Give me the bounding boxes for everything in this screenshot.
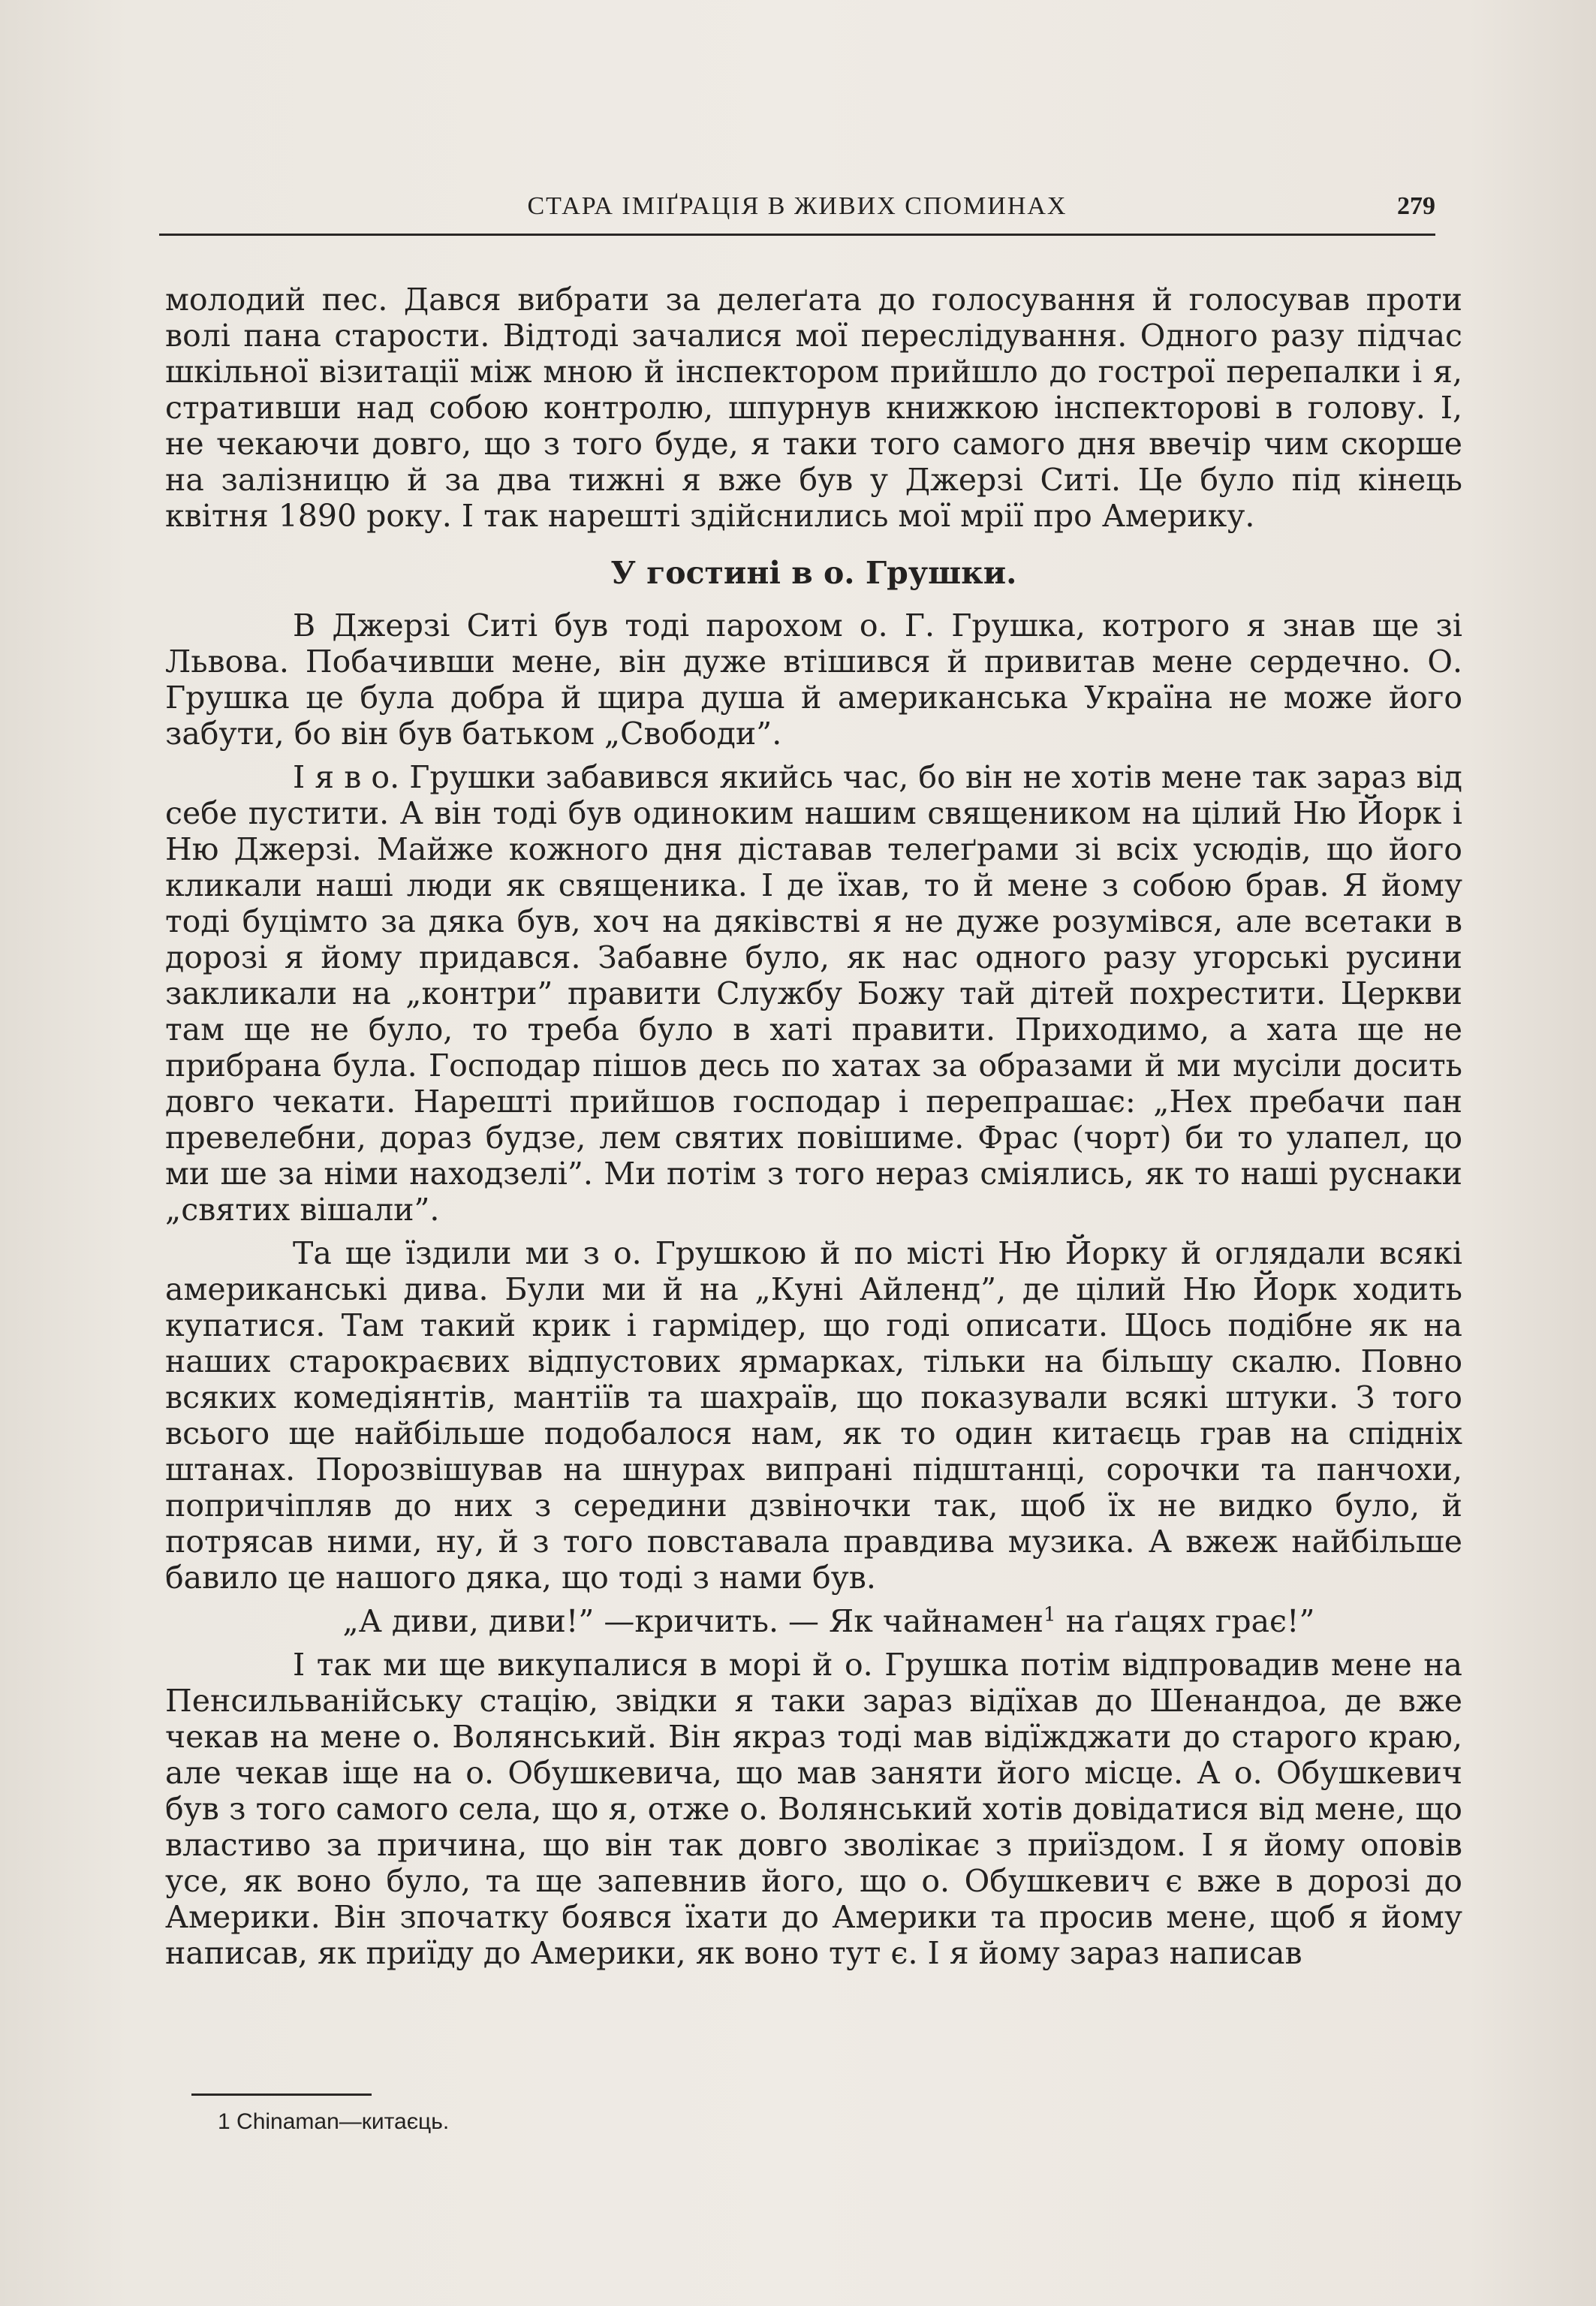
running-header (159, 188, 1435, 233)
footnote (218, 2109, 449, 2135)
body-text (165, 282, 1462, 1971)
footnote-text: Chinaman—китаєць. (236, 2109, 450, 2134)
footnote-reference: 1 (1043, 1603, 1056, 1626)
paragraph-3: І я в о. Грушки забавився якийсь час, бо він не хотів мене так зараз від себе пустити. А він тоді був одиноким нашим священиком на цілий Ню Йорк і Ню Джерзі. Майже кожного дня діставав телеґрами зі всіх усюдів, що його кликали наші люди як священика. І де їхав, то й мене з собою брав. Я йому тоді буцімто за дяка був, хоч на дяківстві я не дуже розумівся, але всетаки в дорозі я йому придався. Забавне було, як нас одного разу угорські русини закликали на „контри” правити Службу Божу тай дітей похрестити. Церкви там ще не було, то треба було в хаті правити. Приходимо, а хата ще не прибрана була. Господар пішов десь по хатах за образами й ми мусіли досить довго чекати. Нарешті прийшов господар і перепрашає: „Нех пребачи пан превелебни, дораз будзе, лем святих повішиме. Фрас (чорт) би то улапел, цо ми ше за німи находзелі”. Ми потім з того нераз сміялись, як то наші руснаки „святих вішали”. (165, 759, 1462, 1228)
footnote-marker: 1 (218, 2109, 230, 2134)
quote-text-end: на ґацях грає!” (1055, 1603, 1315, 1639)
paragraph-5: І так ми ще викупалися в морі й о. Грушка потім відпровадив мене на Пенсильванійську стацію, звідки я таки зараз відїхав до Шенандоа, де вже чекав на мене о. Волянський. Він якраз тоді мав відїжджати до старого краю, але чекав іще на о. Обушкевича, що мав заняти його місце. А о. Обушкевич був з того самого села, що я, отже о. Волянський хотів довідатися від мене, що властиво за причина, що він так довго зволікає з приїздом. І я йому оповів усе, як воно було, та ще запевнив його, що о. Обушкевич є вже в дорозі до Америки. Він зпочатку боявся їхати до Америки та просив мене, щоб я йому написав, як приїду до Америки, як воно тут є. І я йому зараз написав (165, 1647, 1462, 1971)
footnote-rule (191, 2093, 372, 2096)
paragraph-1: молодий пес. Дався вибрати за делеґата до голосування й голосував проти волі пана старости. Відтоді зачалися мої переслідування. Одного разу підчас шкільної візитації між мною й інспектором прийшло до гострої перепалки і я, стративши над собою контролю, шпурнув книжкою інспекторові в голову. І, не чекаючи довго, що з того буде, я таки того самого дня ввечір чим скорше на залізницю й за два тижні я вже був у Джерзі Ситі. Це було під кінець квітня 1890 року. І так нарешті здійснились мої мрії про Америку. (165, 282, 1462, 534)
section-heading: У гостині в о. Грушки. (610, 555, 1017, 591)
quote-line (165, 1603, 1462, 1639)
paragraph-4: Та ще їздили ми з о. Грушкою й по місті Ню Йорку й оглядали всякі американські дива. Були ми й на „Куні Айленд”, де цілий Ню Йорк ходить купатися. Там такий крик і гармідер, що годі описати. Щось подібне як на наших старокраєвих відпустових ярмарках, тільки на більшу скалю. Повно всяких комедіянтів, мантіїв та шахраїв, що показували всякі штуки. З того всього ще найбільше подобалося нам, як то один китаєць грав на спідніх штанах. Порозвішував на шнурах випрані підштанці, сорочки та панчохи, попричіпляв до них з середини дзвіночки так, щоб їх не видко було, й потрясав ними, ну, й з того повставала правдива музика. А вжеж найбільше бавило це нашого дяка, що тоді з нами був. (165, 1235, 1462, 1596)
paragraph-2: В Джерзі Ситі був тоді парохом о. Г. Грушка, котрого я знав ще зі Львова. Побачивши мене, він дуже втішився й привитав мене сердечно. О. Грушка це була добра й щира душа й американська Україна не може його забути, бо він був батьком „Свободи”. (165, 607, 1462, 752)
running-title: СТАРА ІМІҐРАЦІЯ В ЖИВИХ СПОМИНАХ (527, 192, 1068, 220)
page-number: 279 (1397, 192, 1435, 220)
quote-text-start: „А диви, диви!” —кричить. — Як чайнамен (342, 1603, 1043, 1639)
header-rule (159, 234, 1435, 236)
